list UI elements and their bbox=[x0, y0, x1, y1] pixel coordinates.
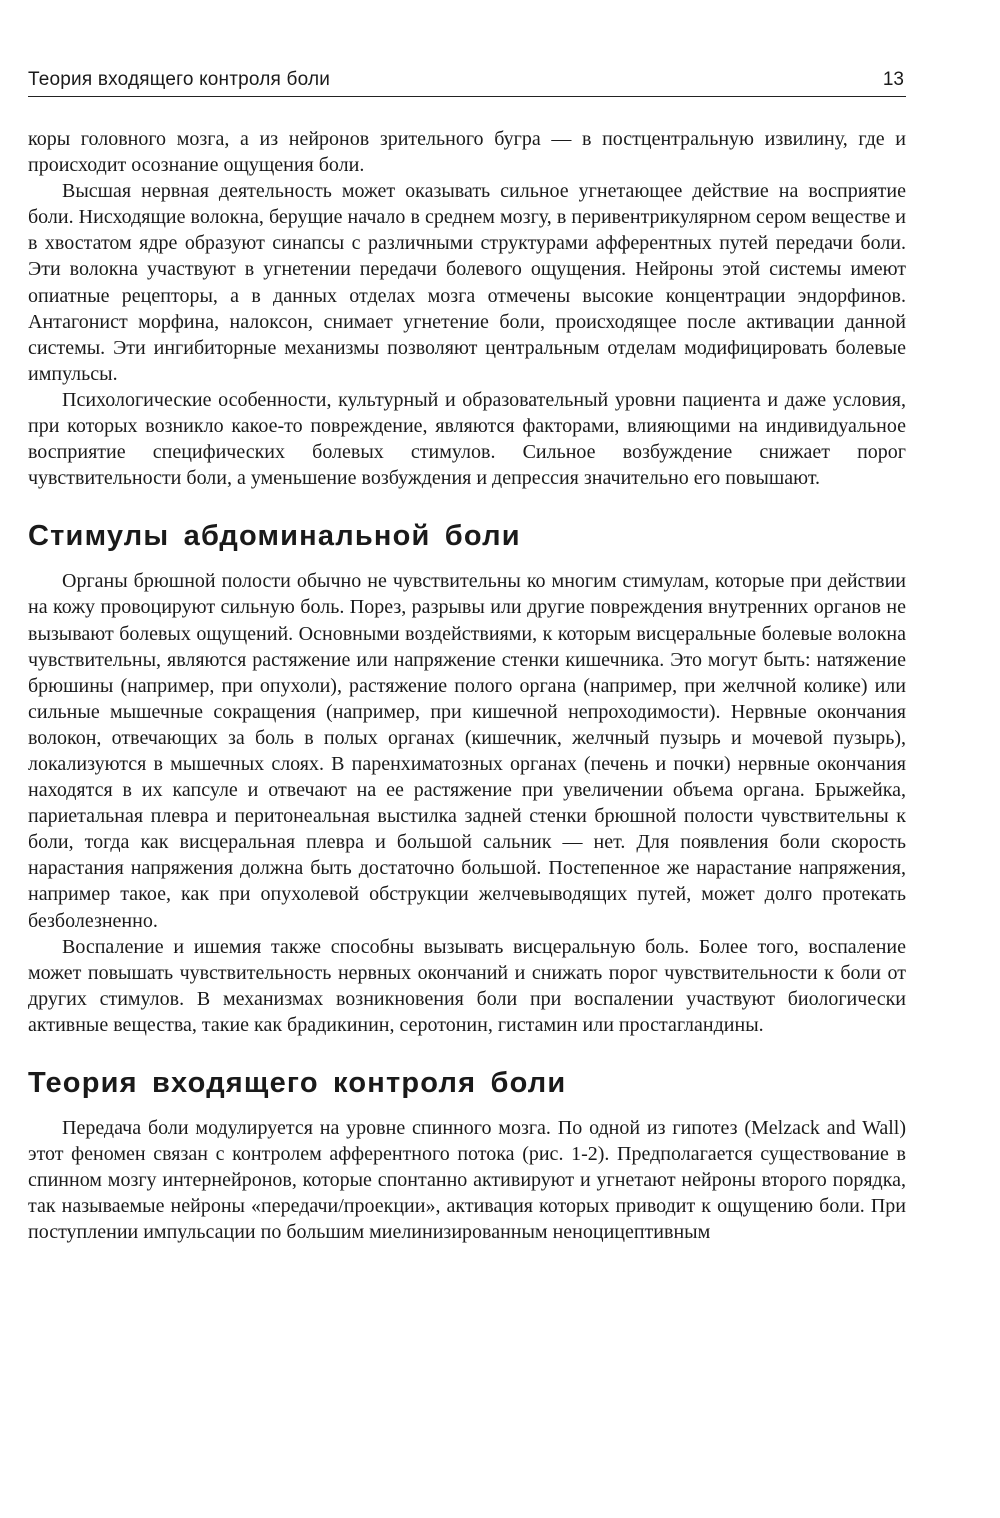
running-title: Теория входящего контроля боли bbox=[28, 69, 331, 90]
section-heading-abdominal-pain-stimuli: Стимулы абдоминальной боли bbox=[28, 520, 521, 553]
paragraph: Воспаление и ишемия также способны вызывать висцеральную боль. Более того, воспаление может повышать чувствительность нервных окончаний и снижать порог чувствительности к боли от других стимулов. В механизмах возникновения боли при воспалении участвуют биологически активные вещества, такие как брадикинин, серотонин, гистамин или простагландины. bbox=[28, 935, 906, 1036]
paragraph: Передача боли модулируется на уровне спинного мозга. По одной из гипотез (Melzack and Wall) этот феномен связан с контролем афферентного потока (рис. 1-2). Предполагается существование в спинном мозгу интернейронов, которые спонтанно активируют и угнетают нейроны второго порядка, так называемые нейроны «передачи/проекции», активация которых приводит к ощущению боли. При поступлении импульсации по большим миелинизированным неноцицептивным bbox=[28, 1117, 906, 1244]
main-text bbox=[28, 126, 906, 1245]
section-heading-gate-control-theory: Теория входящего контроля боли bbox=[28, 1067, 567, 1099]
page-number: 13 bbox=[882, 69, 904, 90]
paragraph: Органы брюшной полости обычно не чувствительны ко многим стимулам, которые при действии на кожу провоцируют сильную боль. Порез, разрывы или другие повреждения внутренних органов не вызывают болевых ощущений. Основными воздействиями, к которым висцеральные болевые волокна чувствительны, являются растяжение или напряжение стенки кишечника. Это могут быть: натяжение брюшины (например, при опухоли), растяжение полого органа (например, при желчной колике) или сильные мышечные сокращения (например, при кишечной непроходимости). Нервные окончания волокон, отвечающих за боль в полых органах (кишечник, желчный пузырь и мочевой пузырь), локализуются в мышечных слоях. В паренхиматозных органах (печень и почки) нервные окончания находятся в их капсуле и отвечают на ее растяжение при увеличении объема органа. Брыжейка, париетальная плевра и перитонеальная выстилка задней стенки брюшной полости чувствительны к боли, тогда как висцеральная плевра и большой сальник — нет. Для появления боли скорость нарастания напряжения должна быть достаточно большой. Постепенное же нарастание напряжения, например такое, как при опухолевой обструкции желчевыводящих путей, может долго протекать безболезненно. bbox=[28, 570, 906, 932]
running-header bbox=[28, 62, 906, 97]
paragraph: Высшая нервная деятельность может оказывать сильное угнетающее действие на восприятие боли. Нисходящие волокна, берущие начало в среднем мозгу, в перивентрикулярном сером веществе и в хвостатом ядре образуют синапсы с различными структурами афферентных путей передачи боли. Эти волокна участвуют в угнетении передачи болевого ощущения. Нейроны этой системы имеют опиатные рецепторы, а в данных отделах мозга отмечены высокие концентрации эндорфинов. Антагонист морфина, налоксон, снимает угнетение боли, происходящее после активации данной системы. Эти ингибиторные механизмы позволяют центральным отделам модифицировать болевые импульсы. bbox=[28, 180, 906, 385]
paragraph-continued: коры головного мозга, а из нейронов зрительного бугра — в постцентральную извилину, где и происходит осознание ощущения боли. bbox=[28, 128, 906, 177]
paragraph: Психологические особенности, культурный и образовательный уровни пациента и даже условия, при которых возникло какое-то повреждение, являются факторами, влияющими на индивидуальное восприятие специфических болевых стимулов. Сильное возбуждение снижает порог чувствительности боли, а уменьшение возбуждения и депрессия значительно его повышают. bbox=[28, 388, 906, 490]
